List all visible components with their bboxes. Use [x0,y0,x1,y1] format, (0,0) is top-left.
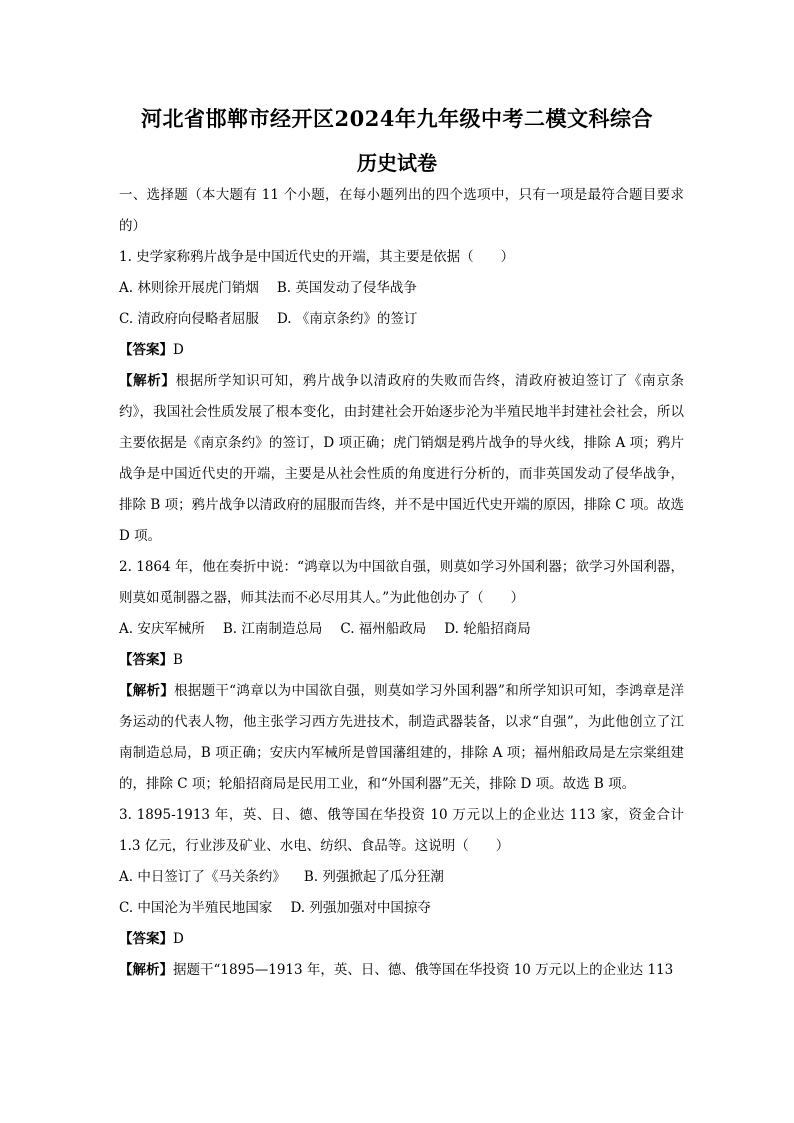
analysis-paragraph [119,955,684,986]
answer-label: 【答案】 [119,931,173,947]
analysis-label: 【解析】 [119,683,175,699]
option: D. 列强加强对中国掠夺 [290,900,431,916]
options-row [119,304,684,335]
answer-value: D [173,931,184,947]
answer-line [119,645,684,676]
option: B. 列强掀起了瓜分狂潮 [303,869,444,885]
option: C. 清政府向侵略者屈服 [119,311,259,327]
document-title: 河北省邯郸市经开区2024年九年级中考二模文科综合 [141,106,653,131]
answer-label: 【答案】 [119,652,173,668]
question-stem: 3. 1895-1913 年，英、日、德、俄等国在华投资 10 万元以上的企业达 113 家，资金合计 1.3 亿元，行业涉及矿业、水电、纺织、食品等。这说明（ ） [119,807,684,854]
answer-line [119,335,684,366]
option: A. 安庆军械所 [119,621,205,637]
answer-value: D [173,342,184,358]
analysis-label: 【解析】 [119,373,176,389]
options-row [119,614,684,645]
options-row [119,862,684,893]
option: B. 英国发动了侵华战争 [276,280,417,296]
document-body [119,180,684,986]
answer-line [119,924,684,955]
analysis-label: 【解析】 [119,962,173,978]
question-1 [119,242,684,552]
answer-value: B [173,652,183,668]
options-row [119,893,684,924]
analysis-text: 根据题干“鸿章以为中国欲自强，则莫如学习外国利器”和所学知识可知，李鸿章是洋务运动的代表人物，他主张学习西方先进技术，制造武器装备，以求“自强”，为此他创立了江南制造总局，B 项正确；安庆内军械所是曾国藩组建的，排除 A 项；福州船政局是左宗棠组建的，排除 C 项；轮船招商局是民用工业，和“外国利器”无关，排除 D 项。故选 B 项。 [119,683,684,792]
option: D. 轮船招商局 [444,621,531,637]
options-row [119,273,684,304]
document-subtitle: 历史试卷 [357,151,437,175]
question-stem: 2. 1864 年，他在奏折中说：“鸿章以为中国欲自强，则莫如学习外国利器；欲学习外国利器，则莫如觅制器之器，师其法而不必尽用其人。”为此他创办了（ ） [119,559,684,606]
analysis-paragraph [119,676,684,800]
section-heading: 一、选择题（本大题有 11 个小题，在每小题列出的四个选项中，只有一项是最符合题目要求的） [119,187,684,234]
option: C. 福州船政局 [340,621,427,637]
analysis-text: 根据所学知识可知，鸦片战争以清政府的失败而告终，清政府被迫签订了《南京条约》，我国社会性质发展了根本变化，由封建社会开始逐步沦为半殖民地半封建社会社会，所以主要依据是《南京条约》的签订，D 项正确；虎门销烟是鸦片战争的导火线，排除 A 项；鸦片战争是中国近代史的开端，主要是从社会性质的角度进行分析的，而非英国发动了侵华战争，排除 B 项；鸦片战争以清政府的屈服而告终，并不是中国近代史开端的原因，排除 C 项。故选 D 项。 [119,373,685,544]
analysis-paragraph [119,366,684,552]
answer-label: 【答案】 [119,342,173,358]
option: D. 《南京条约》的签订 [276,311,418,327]
option: A. 中日签订了《马关条约》 [119,869,286,885]
question-stem: 1. 史学家称鸦片战争是中国近代史的开端，其主要是依据（ ） [119,249,515,265]
option: C. 中国沦为半殖民地国家 [119,900,273,916]
question-2 [119,552,684,800]
option: B. 江南制造总局 [222,621,323,637]
analysis-text: 据题干“1895—1913 年，英、日、德、俄等国在华投资 10 万元以上的企业达 113 [173,962,674,978]
option: A. 林则徐开展虎门销烟 [119,280,259,296]
question-3 [119,800,684,986]
